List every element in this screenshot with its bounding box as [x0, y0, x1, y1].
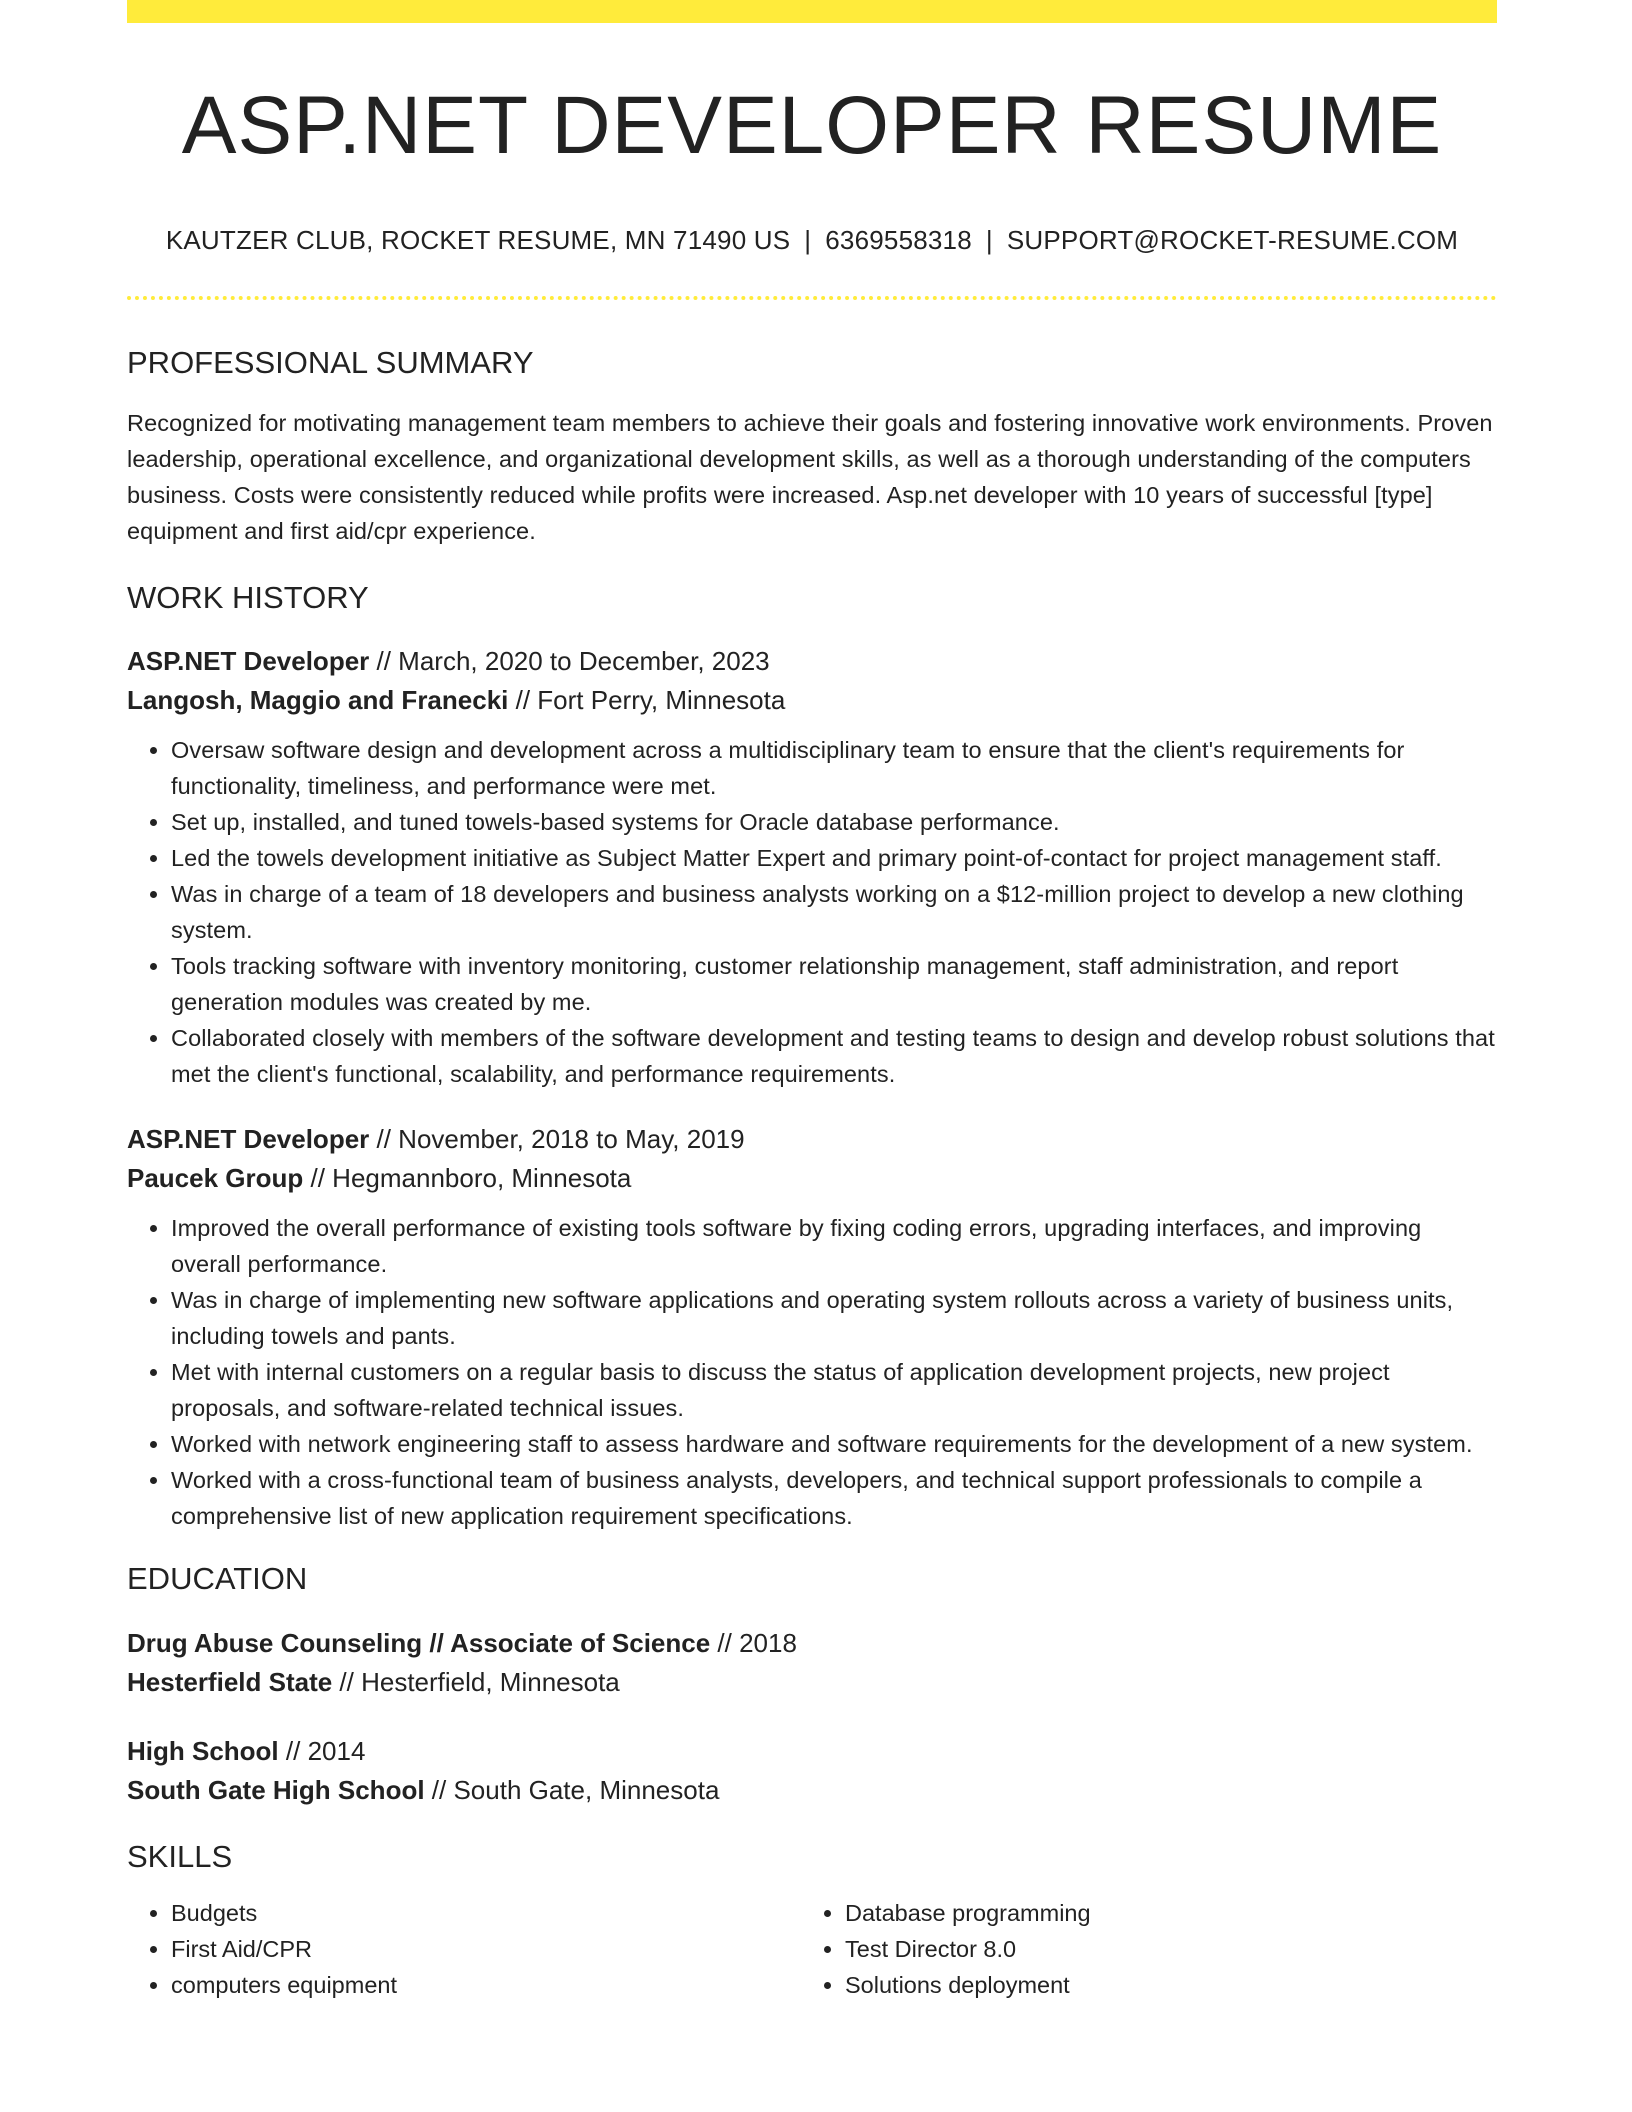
job-company: Paucek Group [127, 1163, 304, 1194]
job-title-line [127, 1120, 1497, 1159]
education-school: South Gate High School [127, 1774, 425, 1805]
education-degree-line [127, 1624, 1497, 1663]
job-location: // Fort Perry, Minnesota [508, 685, 786, 716]
contact-email: SUPPORT@ROCKET-RESUME.COM [1006, 225, 1459, 255]
work-history-heading: WORK HISTORY [127, 580, 369, 616]
resume-page [127, 0, 1497, 2003]
job-company-line [127, 681, 1497, 720]
job-dates: // March, 2020 to December, 2023 [369, 646, 770, 677]
job-entry [127, 642, 1497, 1092]
list-item: • Collaborated closely with members of the software development and testing teams to design and develop robust solutions that met the client's functional, scalability, and performance requirements. [171, 1020, 1497, 1092]
job-bullets [127, 732, 1497, 1092]
skills-grid [127, 1895, 1497, 2003]
contact-line [127, 225, 1497, 256]
education-school-line [127, 1663, 1497, 1702]
education-location: // South Gate, Minnesota [424, 1774, 720, 1805]
dotted-divider [127, 296, 1497, 300]
skill-item: • computers equipment [171, 1967, 801, 2003]
job-dates: // November, 2018 to May, 2019 [369, 1124, 745, 1155]
list-item: • Was in charge of implementing new software applications and operating system rollouts across a variety of business units, including towels and pants. [171, 1282, 1497, 1354]
education-school: Hesterfield State [127, 1666, 333, 1697]
list-item: • Tools tracking software with inventory monitoring, customer relationship management, staff administration, and report generation modules was created by me. [171, 948, 1497, 1020]
top-accent-bar [127, 0, 1497, 23]
skill-item: • First Aid/CPR [171, 1931, 801, 1967]
skill-item: • Budgets [171, 1895, 801, 1931]
job-bullets [127, 1210, 1497, 1534]
skill-item: • Database programming [845, 1895, 1475, 1931]
list-item: • Was in charge of a team of 18 developers and business analysts working on a $12-million project to develop a new clothing system. [171, 876, 1497, 948]
resume-title: ASP.NET DEVELOPER RESUME [181, 80, 1443, 171]
summary-text: Recognized for motivating management team members to achieve their goals and fostering innovative work environments. Proven leadership, operational excellence, and organizational development skills, as well as a thorough understanding of the computers business. Costs were consistently reduced while profits were increased. Asp.net developer with 10 years of successful [type] equipment and first aid/cpr experience. [127, 410, 1493, 545]
skills-heading: SKILLS [127, 1838, 233, 1874]
contact-address: KAUTZER CLUB, ROCKET RESUME, MN 71490 US [165, 225, 791, 255]
skill-item: • Solutions deployment [845, 1967, 1475, 2003]
job-company-line [127, 1159, 1497, 1198]
job-location: // Hegmannboro, Minnesota [303, 1163, 632, 1194]
skills-list-right [801, 1895, 1475, 2003]
contact-separator: | [804, 225, 812, 255]
summary-heading: PROFESSIONAL SUMMARY [127, 345, 534, 380]
education-entry [127, 1732, 1497, 1810]
job-entry [127, 1120, 1497, 1534]
education-location: // Hesterfield, Minnesota [332, 1666, 620, 1697]
list-item: • Worked with a cross-functional team of business analysts, developers, and technical support professionals to compile a comprehensive list of new application requirement specifications. [171, 1462, 1497, 1534]
list-item: • Worked with network engineering staff to assess hardware and software requirements for the development of a new system. [171, 1426, 1497, 1462]
education-entry [127, 1624, 1497, 1702]
contact-separator: | [985, 225, 993, 255]
list-item: • Led the towels development initiative as Subject Matter Expert and primary point-of-contact for project management staff. [171, 840, 1497, 876]
job-company: Langosh, Maggio and Franecki [127, 685, 509, 716]
list-item: • Improved the overall performance of existing tools software by fixing coding errors, upgrading interfaces, and improving overall performance. [171, 1210, 1497, 1282]
skills-list-left [127, 1895, 801, 2003]
job-title-line [127, 642, 1497, 681]
education-degree: Drug Abuse Counseling // Associate of Science [127, 1627, 711, 1658]
education-heading: EDUCATION [127, 1561, 308, 1597]
list-item: • Set up, installed, and tuned towels-based systems for Oracle database performance. [171, 804, 1497, 840]
job-title: ASP.NET Developer [127, 1124, 370, 1155]
skill-item: • Test Director 8.0 [845, 1931, 1475, 1967]
list-item: • Oversaw software design and development across a multidisciplinary team to ensure that the client's requirements for functionality, timeliness, and performance were met. [171, 732, 1497, 804]
education-degree-line [127, 1732, 1497, 1771]
education-year: // 2014 [278, 1735, 366, 1766]
education-school-line [127, 1771, 1497, 1810]
education-degree: High School [127, 1735, 279, 1766]
education-year: // 2018 [710, 1627, 797, 1658]
job-title: ASP.NET Developer [127, 646, 370, 677]
list-item: • Met with internal customers on a regular basis to discuss the status of application development projects, new project proposals, and software-related technical issues. [171, 1354, 1497, 1426]
contact-phone: 6369558318 [825, 225, 972, 255]
